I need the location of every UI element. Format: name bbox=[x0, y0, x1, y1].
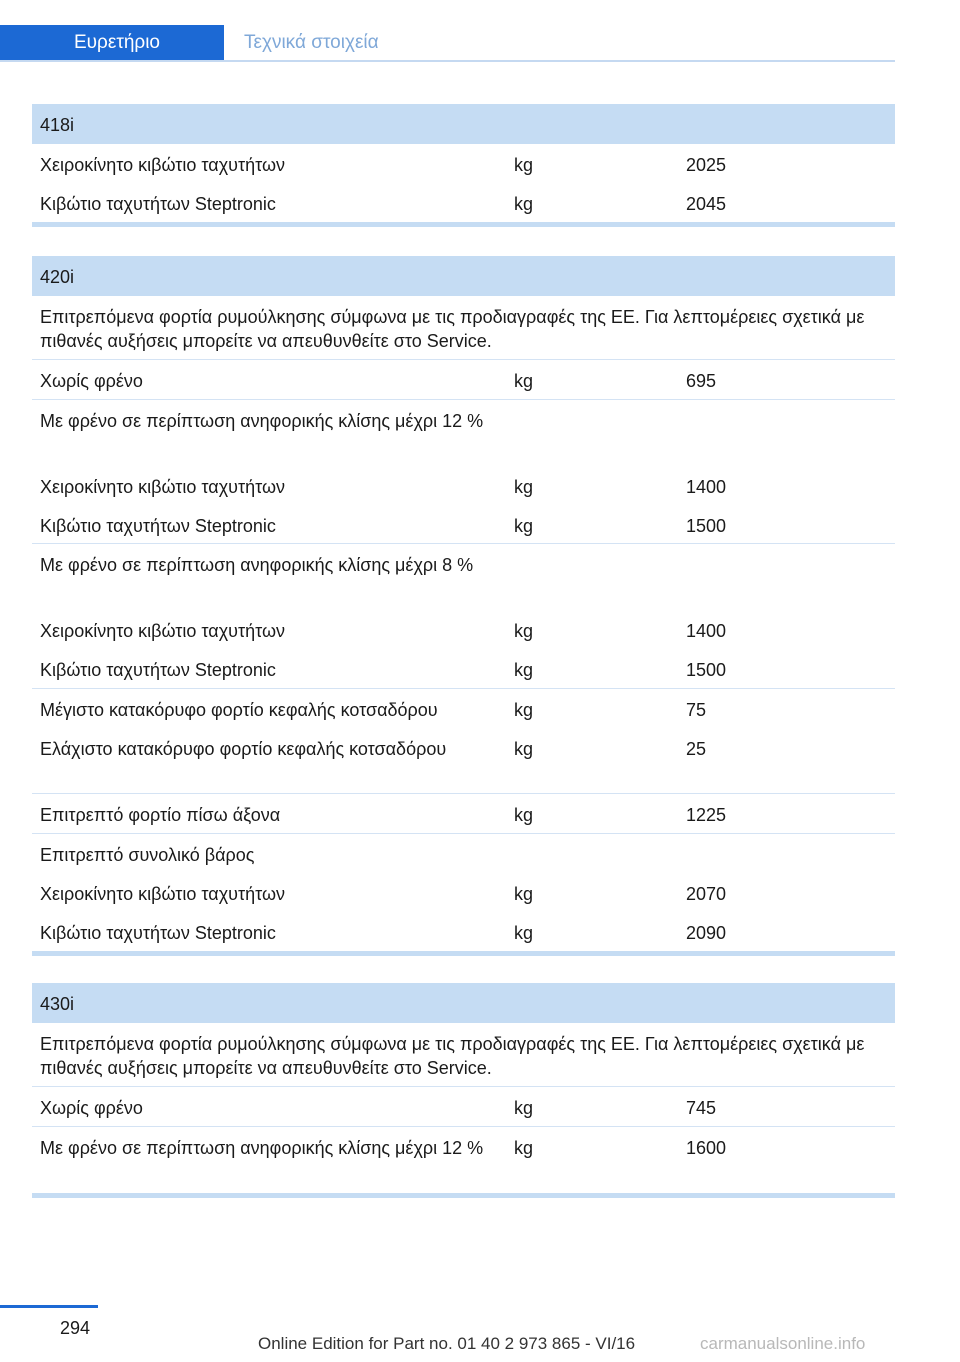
table-row bbox=[32, 649, 895, 689]
table-430i bbox=[32, 983, 895, 1198]
table-end-bar bbox=[32, 222, 895, 227]
table-row bbox=[32, 544, 895, 610]
table-note-row bbox=[32, 296, 895, 360]
table-title: 420i bbox=[40, 267, 75, 287]
row-unit: kg bbox=[514, 700, 534, 720]
row-label: Μέγιστο κατακόρυφο φορτίο κεφαλής κοτσαδόρου bbox=[40, 700, 438, 720]
footer-accent-line bbox=[0, 1305, 98, 1308]
table-row bbox=[32, 1087, 895, 1127]
row-label: Επιτρεπτό φορτίο πίσω άξονα bbox=[40, 805, 281, 825]
row-label: Χειροκίνητο κιβώτιο ταχυτήτων bbox=[40, 621, 286, 641]
table-row bbox=[32, 183, 895, 222]
row-unit: kg bbox=[514, 516, 534, 536]
row-value: 1500 bbox=[686, 516, 727, 536]
row-unit: kg bbox=[514, 884, 534, 904]
row-unit: kg bbox=[514, 660, 534, 680]
tab-technical-data[interactable]: Τεχνικά στοιχεία bbox=[244, 32, 379, 53]
table-note: Επιτρεπόμενα φορτία ρυμούλκησης σύμφωνα με τις προδιαγραφές της ΕΕ. Για λεπτομέρειες σχετικά με πιθανές αυξήσεις μπορείτε να απευθυνθείτε στο Service. bbox=[40, 1034, 865, 1078]
row-value: 1400 bbox=[686, 477, 727, 497]
row-unit: kg bbox=[514, 621, 534, 641]
header-tabs bbox=[0, 0, 960, 62]
table-row bbox=[32, 728, 895, 794]
edition-text: Online Edition for Part no. 01 40 2 973 865 - VI/16 bbox=[258, 1334, 636, 1353]
row-unit: kg bbox=[514, 155, 534, 175]
row-label: Χωρίς φρένο bbox=[40, 371, 143, 391]
row-label: Χειροκίνητο κιβώτιο ταχυτήτων bbox=[40, 155, 286, 175]
table-end-bar bbox=[32, 951, 895, 956]
row-value: 1225 bbox=[686, 805, 727, 825]
row-value: 695 bbox=[686, 371, 717, 391]
row-unit: kg bbox=[514, 739, 534, 759]
row-label: Χωρίς φρένο bbox=[40, 1098, 143, 1118]
header-divider bbox=[0, 60, 895, 62]
table-row bbox=[32, 466, 895, 505]
table-note: Επιτρεπόμενα φορτία ρυμούλκησης σύμφωνα με τις προδιαγραφές της ΕΕ. Για λεπτομέρειες σχετικά με πιθανές αυξήσεις μπορείτε να απευθυνθείτε στο Service. bbox=[40, 307, 865, 351]
table-row bbox=[32, 873, 895, 912]
row-value: 2070 bbox=[686, 884, 727, 904]
row-value: 2045 bbox=[686, 194, 727, 214]
table-row bbox=[32, 1127, 895, 1193]
row-value: 1400 bbox=[686, 621, 727, 641]
row-value: 25 bbox=[686, 739, 707, 759]
table-420i bbox=[32, 256, 895, 956]
table-row bbox=[32, 505, 895, 544]
table-title-row bbox=[32, 256, 895, 296]
table-418i bbox=[32, 104, 895, 227]
row-label: Κιβώτιο ταχυτήτων Steptronic bbox=[40, 660, 276, 680]
table-row bbox=[32, 610, 895, 649]
table-end-bar bbox=[32, 1193, 895, 1198]
table-title-row bbox=[32, 983, 895, 1023]
table-title-row bbox=[32, 104, 895, 144]
row-label: Με φρένο σε περίπτωση ανηφορικής κλίσης μέχρι 12 % bbox=[40, 411, 484, 431]
row-unit: kg bbox=[514, 1138, 534, 1158]
row-unit: kg bbox=[514, 923, 534, 943]
row-label: Επιτρεπτό συνολικό βάρος bbox=[40, 845, 255, 865]
row-value: 1500 bbox=[686, 660, 727, 680]
row-value: 2025 bbox=[686, 155, 727, 175]
table-title: 430i bbox=[40, 994, 75, 1014]
table-title: 418i bbox=[40, 115, 75, 135]
table-row bbox=[32, 689, 895, 728]
row-label: Κιβώτιο ταχυτήτων Steptronic bbox=[40, 516, 276, 536]
row-unit: kg bbox=[514, 805, 534, 825]
row-value: 1600 bbox=[686, 1138, 727, 1158]
table-row bbox=[32, 400, 895, 466]
tab-index[interactable]: Ευρετήριο bbox=[0, 25, 224, 61]
table-row bbox=[32, 794, 895, 834]
row-label: Χειροκίνητο κιβώτιο ταχυτήτων bbox=[40, 477, 286, 497]
watermark: carmanualsonline.info bbox=[700, 1334, 866, 1353]
row-unit: kg bbox=[514, 371, 534, 391]
row-label: Κιβώτιο ταχυτήτων Steptronic bbox=[40, 194, 276, 214]
row-unit: kg bbox=[514, 194, 534, 214]
row-value: 745 bbox=[686, 1098, 717, 1118]
row-unit: kg bbox=[514, 477, 534, 497]
table-note-row bbox=[32, 1023, 895, 1087]
table-row bbox=[32, 360, 895, 400]
row-label: Ελάχιστο κατακόρυφο φορτίο κεφαλής κοτσαδόρου bbox=[40, 739, 447, 759]
row-label: Με φρένο σε περίπτωση ανηφορικής κλίσης μέχρι 12 % bbox=[40, 1138, 484, 1158]
table-row bbox=[32, 912, 895, 951]
row-value: 2090 bbox=[686, 923, 727, 943]
row-value: 75 bbox=[686, 700, 707, 720]
row-label: Με φρένο σε περίπτωση ανηφορικής κλίσης μέχρι 8 % bbox=[40, 555, 474, 575]
page-number: 294 bbox=[60, 1318, 91, 1338]
row-label: Κιβώτιο ταχυτήτων Steptronic bbox=[40, 923, 276, 943]
row-label: Χειροκίνητο κιβώτιο ταχυτήτων bbox=[40, 884, 286, 904]
row-unit: kg bbox=[514, 1098, 534, 1118]
table-row bbox=[32, 834, 895, 873]
table-row bbox=[32, 144, 895, 183]
